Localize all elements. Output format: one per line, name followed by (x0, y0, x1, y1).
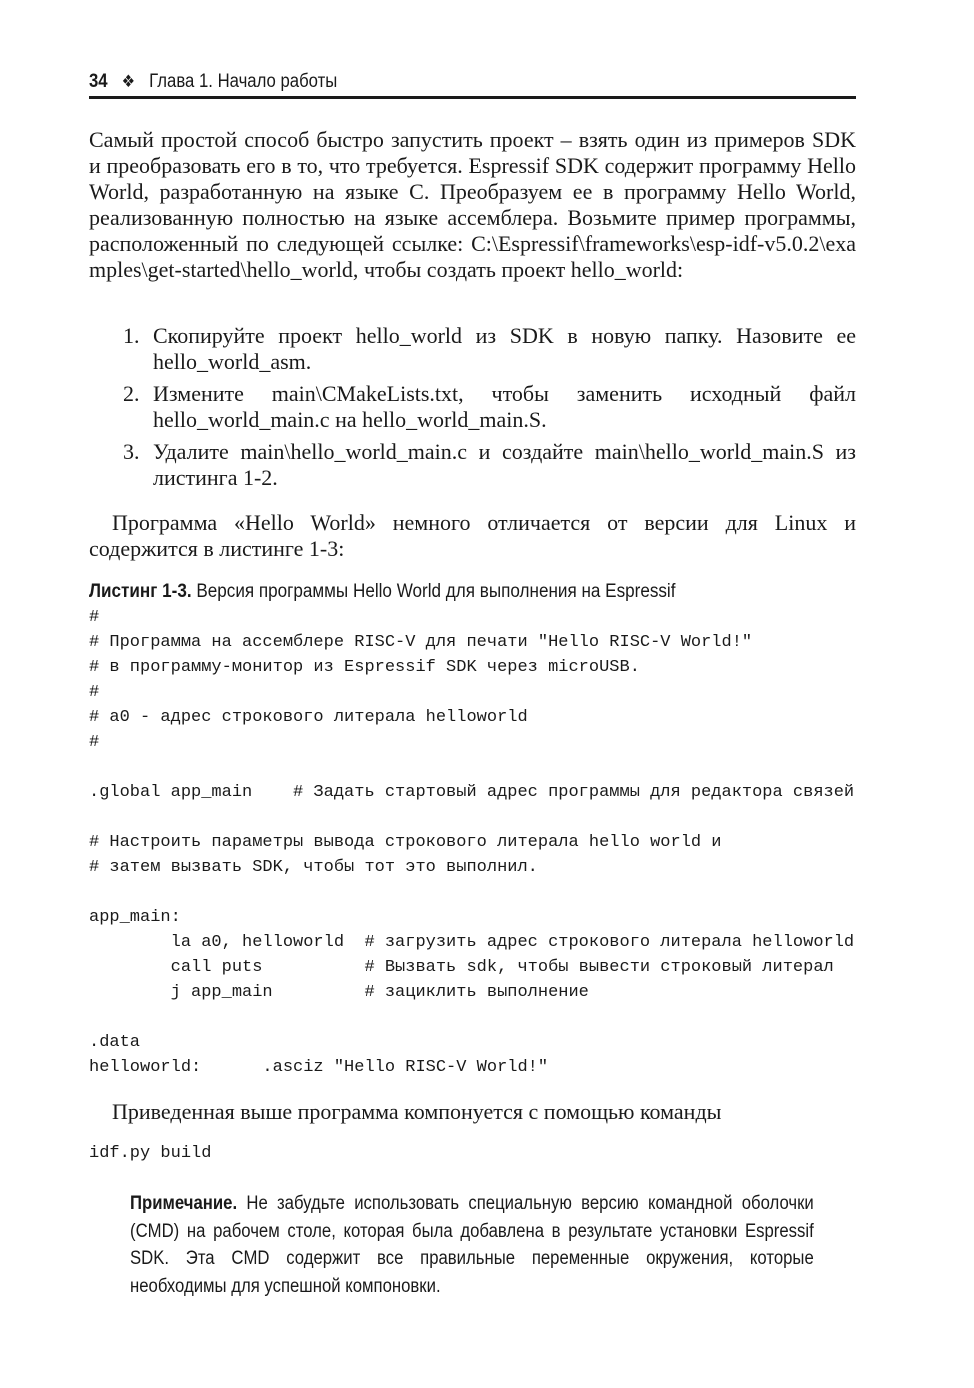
step-number: 1. (123, 323, 140, 348)
running-head (89, 68, 764, 96)
intro-text-start: Самый простой способ быстро запустить проект – взять один из примеров SDK и преобразовать его в то, что требуется. Espressif SDK содержит программу Hello World, разработанную на языке C. Преобразуем ее в программу Hello World, реализованную полностью на языке ассемблера. Возьмите пример программы, расположенный по следующей ссылке: (89, 127, 856, 256)
list-item (89, 381, 856, 433)
note-label: Примечание. (130, 1193, 238, 1214)
header-rule (89, 96, 856, 99)
ornament-icon: ❖ (121, 72, 136, 91)
step-text: Скопируйте проект hello_world из SDK в новую папку. Назовите ее hello_world_asm. (153, 323, 856, 374)
note-text: Не забудьте использовать специальную версию командной оболочки (CMD) на рабочем столе, которая была добавлена в результате установки Espressif SDK. Эта CMD содержит все правильные переменные окружения, которые необходимы для успешной компоновки. (130, 1193, 814, 1297)
step-number: 3. (123, 439, 140, 464)
listing-intro-paragraph: Программа «Hello World» немного отличается от версии для Linux и содержится в листинге 1-3: (89, 510, 856, 561)
step-text: Измените main\CMakeLists.txt, чтобы заменить исходный файл hello_world_main.c на hello_world_main.S. (153, 381, 856, 432)
list-item (89, 323, 856, 375)
code-listing: # # Программа на ассемблере RISC-V для печати "Hello RISC-V World!" # в программу-монитор из Espressif SDK через microUSB. # # a0 - адрес строкового литерала helloworld # .global app_main # Задать стартовый адрес программы для редактора связей # Настроить параметры вывода строкового литерала hello world и # затем вызвать SDK, чтобы тот это выполнил. app_main: la a0, helloworld # загрузить адрес строкового литерала helloworld call puts # Вызвать sdk, чтобы вывести строковый литерал j app_main # зациклить выполнение .data helloworld: .asciz "Hello RISC-V World!" (89, 608, 855, 1077)
note-block (130, 1190, 814, 1300)
intro-text-end: чтобы создать проект hello_world: (358, 257, 684, 282)
sdk-path: C:\Espressif\frameworks\esp-idf-v5.0.2\examples\get-started\hello_world, (89, 231, 856, 282)
step-text: Удалите main\hello_world_main.c и создайте main\hello_world_main.S из листинга 1-2. (153, 439, 856, 490)
listing-title: Версия программы Hello World для выполнения на Espressif (196, 581, 676, 602)
build-paragraph: Приведенная выше программа компонуется с помощью команды (112, 1099, 722, 1124)
build-command: idf.py build (89, 1144, 212, 1163)
page-number: 34 (89, 71, 108, 92)
chapter-title: Глава 1. Начало работы (149, 71, 338, 92)
step-number: 2. (123, 381, 140, 406)
intro-paragraph (89, 127, 856, 283)
steps-list (89, 323, 856, 497)
listing-label: Листинг 1-3. (89, 581, 192, 602)
list-item (89, 439, 856, 491)
listing-caption (89, 580, 809, 604)
